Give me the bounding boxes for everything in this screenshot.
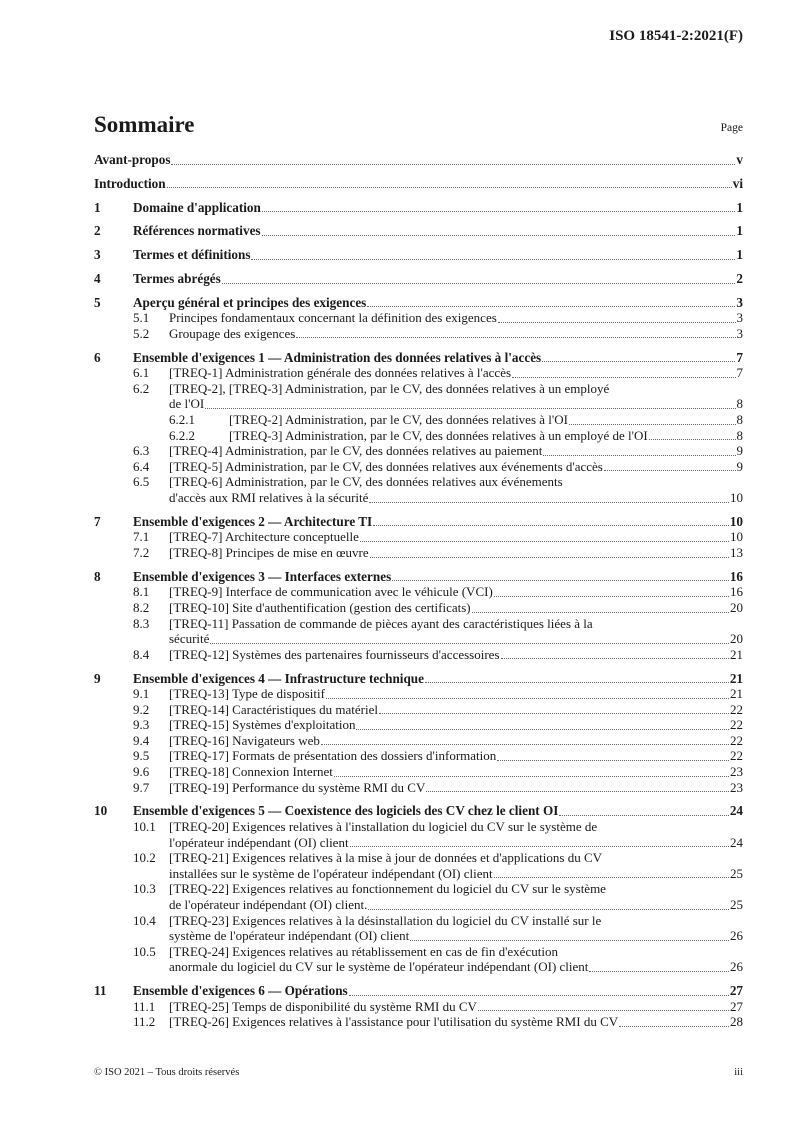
dot-leader [251, 258, 735, 260]
entry-number: 8.1 [133, 584, 150, 600]
entry-number: 6.3 [133, 443, 150, 459]
dot-leader [619, 1025, 729, 1027]
entry-title[interactable]: [TREQ-23] Exigences relatives à la désinstallation du logiciel du CV installé sur le [169, 912, 602, 928]
entry-title-continued[interactable]: d'accès aux RMI relatives à la sécurité [169, 490, 369, 505]
entry-number: 5.1 [133, 310, 150, 326]
entry-number: 7 [94, 513, 101, 529]
entry-number: 9.6 [133, 764, 150, 780]
toc-entry-continuation[interactable] [94, 897, 743, 913]
dot-leader [604, 469, 736, 471]
entry-page[interactable]: 20 [730, 599, 743, 615]
entry-title[interactable]: [TREQ-7] Architecture conceptuelle [169, 529, 359, 545]
entry-number: 9.5 [133, 748, 150, 764]
entry-number: 6 [94, 349, 101, 365]
toc-entry[interactable] [94, 545, 743, 561]
dot-leader [222, 282, 736, 284]
toc-entry[interactable] [94, 913, 743, 929]
entry-title[interactable]: [TREQ-2] Administration, par le CV, des données relatives à l'OI [229, 412, 568, 428]
entry-number: 8.3 [133, 615, 150, 631]
toc-entry[interactable] [94, 176, 743, 192]
toc-title: Sommaire [94, 112, 195, 137]
page-number: iii [734, 1067, 743, 1078]
entry-number: 10 [94, 803, 108, 819]
toc-entry[interactable] [94, 748, 743, 764]
dot-leader [326, 697, 729, 699]
entry-number: 8 [94, 568, 101, 584]
dot-leader [379, 712, 729, 714]
dot-leader [512, 376, 735, 378]
entry-title[interactable]: [TREQ-9] Interface de communication avec le véhicule (VCI) [169, 584, 493, 600]
toc-entry[interactable] [94, 764, 743, 780]
entry-title[interactable]: Domaine d'application [133, 199, 261, 215]
toc-entry[interactable] [94, 365, 743, 381]
entry-title[interactable]: [TREQ-25] Temps de disponibilité du système RMI du CV [169, 998, 477, 1014]
entry-title[interactable]: [TREQ-14] Caractéristiques du matériel [169, 701, 379, 717]
entry-page[interactable]: 28 [730, 1014, 743, 1030]
dot-leader [425, 681, 729, 683]
toc-entry-continuation[interactable] [94, 835, 743, 851]
entry-title[interactable]: [TREQ-6] Administration, par le CV, des données relatives aux événements [169, 474, 563, 490]
dot-leader [167, 186, 732, 188]
entry-number: 2 [94, 223, 101, 239]
entry-number: 11 [94, 983, 107, 999]
entry-page[interactable]: 8 [736, 427, 743, 443]
entry-number: 6.2 [133, 380, 150, 396]
dot-leader [501, 657, 730, 659]
entry-title[interactable]: [TREQ-17] Formats de présentation des dossiers d'information [169, 748, 497, 764]
toc-entry[interactable] [94, 514, 743, 530]
entry-page[interactable]: 23 [730, 779, 743, 795]
toc-entry[interactable] [94, 295, 743, 311]
dot-leader [171, 163, 735, 165]
dot-leader [494, 876, 729, 878]
toc-entry-continuation[interactable] [94, 866, 743, 882]
toc-entry[interactable] [94, 247, 743, 263]
entry-page[interactable]: 26 [730, 928, 743, 944]
document-id: ISO 18541-2:2021(F) [609, 28, 743, 44]
entry-page[interactable]: 21 [730, 646, 743, 662]
entry-title[interactable]: [TREQ-10] Site d'authentification (gestion des certificats) [169, 599, 471, 615]
entry-number: 9.4 [133, 732, 150, 748]
toc-entry[interactable] [94, 616, 743, 632]
entry-title[interactable]: [TREQ-4] Administration, par le CV, des données relatives au paiement [169, 443, 543, 459]
dot-leader [649, 438, 736, 440]
toc-entry[interactable] [94, 310, 743, 326]
dot-leader [205, 407, 735, 409]
entry-title-continued[interactable]: sécurité [169, 631, 210, 647]
toc-entry[interactable] [94, 647, 743, 663]
dot-leader [498, 321, 736, 323]
entry-title[interactable]: Groupage des exigences [169, 325, 296, 341]
entry-number: 6.1 [133, 365, 150, 381]
toc-entry[interactable] [94, 819, 743, 835]
entry-title[interactable]: Références normatives [133, 223, 261, 239]
toc-entry[interactable] [94, 443, 743, 459]
dot-leader [543, 454, 735, 456]
dot-leader [370, 556, 729, 558]
dot-leader [262, 210, 736, 212]
toc-entry[interactable] [94, 780, 743, 796]
dot-leader [210, 642, 729, 644]
toc-entry[interactable] [94, 733, 743, 749]
entry-title[interactable]: Ensemble d'exigences 2 — Architecture TI [133, 513, 373, 529]
entry-title[interactable]: [TREQ-18] Connexion Internet [169, 764, 333, 780]
entry-number: 11.2 [133, 1014, 156, 1030]
toc-entry[interactable] [94, 271, 743, 287]
entry-title[interactable]: [TREQ-13] Type de dispositif [169, 686, 325, 702]
entry-number: 5 [94, 294, 101, 310]
page-footer [94, 1067, 743, 1078]
entry-page[interactable]: 10 [729, 513, 743, 529]
toc-entry[interactable] [94, 671, 743, 687]
entry-page[interactable]: 22 [730, 701, 743, 717]
entry-number: 10.5 [133, 943, 156, 959]
entry-number: 4 [94, 270, 101, 286]
entry-page[interactable]: 23 [730, 764, 743, 780]
entry-page[interactable]: 22 [730, 732, 743, 748]
entry-number: 9.2 [133, 701, 150, 717]
entry-title[interactable]: Ensemble d'exigences 6 — Opérations [133, 983, 348, 999]
dot-leader [356, 728, 729, 730]
entry-number: 8.4 [133, 646, 150, 662]
dot-leader [494, 595, 729, 597]
entry-title-continued[interactable]: l'opérateur indépendant (OI) client [169, 834, 349, 850]
page-column-label: Page [720, 122, 743, 134]
entry-page[interactable]: 25 [730, 897, 743, 912]
dot-leader [410, 939, 729, 941]
entry-title[interactable]: [TREQ-19] Performance du système RMI du CV [169, 779, 426, 795]
toc-entry[interactable] [94, 999, 743, 1015]
toc-entry[interactable] [94, 1014, 743, 1030]
entry-title[interactable]: [TREQ-8] Principes de mise en œuvre [169, 544, 369, 560]
dot-leader [559, 814, 728, 816]
entry-title[interactable]: [TREQ-26] Exigences relatives à l'assistance pour l'utilisation du système RMI du CV [169, 1014, 619, 1030]
dot-leader [426, 790, 729, 792]
entry-number: 1 [94, 199, 101, 215]
entry-title[interactable]: Avant-propos [94, 152, 171, 167]
entry-number: 11.1 [133, 998, 156, 1014]
dot-leader [321, 743, 729, 745]
entry-number: 10.4 [133, 912, 156, 928]
entry-title[interactable]: Principes fondamentaux concernant la définition des exigences [169, 310, 497, 326]
entry-page[interactable]: 22 [730, 717, 743, 733]
entry-title[interactable]: [TREQ-5] Administration, par le CV, des données relatives aux événements d'accès [169, 458, 603, 474]
dot-leader [392, 579, 729, 581]
entry-title[interactable]: Ensemble d'exigences 4 — Infrastructure technique [133, 670, 424, 686]
entry-page[interactable]: 22 [730, 748, 743, 764]
entry-page[interactable]: 26 [730, 959, 743, 975]
entry-page[interactable]: 27 [730, 998, 743, 1014]
toc-entry-continuation[interactable] [94, 631, 743, 647]
dot-leader [367, 305, 735, 307]
entry-title-continued[interactable]: installées sur le système de l'opérateur indépendant (OI) client [169, 865, 493, 881]
entry-page[interactable]: 20 [730, 631, 743, 647]
toc-entry-continuation[interactable] [94, 396, 743, 412]
entry-title-continued[interactable]: système de l'opérateur indépendant (OI) client [169, 928, 410, 944]
entry-number: 5.2 [133, 325, 150, 341]
entry-number: 10.1 [133, 819, 156, 835]
toc-entry[interactable] [94, 983, 743, 999]
entry-title[interactable]: [TREQ-3] Administration, par le CV, des données relatives à un employé de l'OI [229, 427, 648, 443]
entry-number: 9.1 [133, 686, 150, 702]
dot-leader [542, 360, 735, 362]
toc-entry[interactable] [94, 702, 743, 718]
toc-entry[interactable] [94, 474, 743, 490]
entry-page[interactable]: 1 [736, 247, 743, 263]
toc-entry[interactable] [94, 717, 743, 733]
entry-page[interactable]: 1 [736, 199, 743, 215]
entry-number: 3 [94, 247, 101, 263]
entry-page[interactable]: 16 [730, 584, 743, 600]
entry-page[interactable]: 27 [729, 983, 743, 999]
dot-leader [334, 775, 729, 777]
entry-number: 9.3 [133, 717, 150, 733]
entry-page[interactable]: 1 [736, 223, 743, 239]
toc-entry[interactable] [94, 350, 743, 366]
entry-number: 6.4 [133, 458, 150, 474]
entry-page[interactable]: 25 [730, 865, 743, 881]
entry-title[interactable]: [TREQ-2], [TREQ-3] Administration, par le CV, des données relatives à un employé [169, 380, 610, 396]
copyright-notice: © ISO 2021 – Tous droits réservés [94, 1067, 240, 1078]
entry-title-continued[interactable]: de l'OI [169, 396, 205, 412]
toc-entry[interactable] [94, 584, 743, 600]
toc-entry-continuation[interactable] [94, 490, 743, 506]
entry-page[interactable]: 10 [730, 490, 743, 505]
entry-number: 6.2.2 [169, 427, 195, 443]
entry-page[interactable]: 21 [729, 670, 743, 686]
entry-number: 7.1 [133, 529, 150, 545]
entry-page[interactable]: 2 [736, 270, 743, 286]
entry-page[interactable]: 9 [736, 458, 743, 474]
entry-page[interactable]: 9 [736, 443, 743, 459]
toc-entry[interactable] [94, 944, 743, 960]
toc-entry[interactable] [94, 223, 743, 239]
dot-leader [349, 994, 729, 996]
toc-entry[interactable] [94, 459, 743, 475]
toc-entry[interactable] [94, 600, 743, 616]
entry-page[interactable]: 10 [730, 529, 743, 545]
entry-page[interactable]: 8 [736, 396, 743, 412]
entry-title[interactable]: Aperçu général et principes des exigences [133, 294, 367, 310]
toc-entry[interactable] [94, 381, 743, 397]
entry-title[interactable]: Ensemble d'exigences 3 — Interfaces externes [133, 568, 392, 584]
entry-title[interactable]: Ensemble d'exigences 1 — Administration des données relatives à l'accès [133, 349, 542, 365]
entry-page[interactable]: 21 [730, 686, 743, 702]
entry-title[interactable]: [TREQ-22] Exigences relatives au fonctionnement du logiciel du CV sur le système [169, 881, 606, 897]
toc-entry[interactable] [94, 326, 743, 342]
toc-entry[interactable] [94, 569, 743, 585]
entry-title[interactable]: Termes abrégés [133, 270, 221, 286]
toc-entry[interactable] [94, 850, 743, 866]
dot-leader [478, 1009, 729, 1011]
toc-entry[interactable] [94, 200, 743, 216]
entry-page[interactable]: 24 [730, 834, 743, 850]
entry-page[interactable]: 7 [736, 365, 743, 381]
dot-leader [296, 336, 735, 338]
entry-number: 9 [94, 670, 101, 686]
entry-title[interactable]: [TREQ-21] Exigences relatives à la mise à jour de données et d'applications du CV [169, 850, 603, 866]
entry-number: 7.2 [133, 544, 150, 560]
toc-entry[interactable] [94, 152, 743, 168]
entry-title[interactable]: Termes et définitions [133, 247, 251, 263]
dot-leader [360, 540, 729, 542]
entry-title[interactable]: [TREQ-24] Exigences relatives au rétablissement en cas de fin d'exécution [169, 943, 558, 959]
entry-number: 10.3 [133, 881, 156, 897]
entry-page[interactable]: 8 [736, 412, 743, 428]
entry-number: 8.2 [133, 599, 150, 615]
dot-leader [368, 908, 729, 910]
entry-page[interactable]: 7 [736, 349, 743, 365]
entry-number: 6.5 [133, 474, 150, 490]
entry-title[interactable]: [TREQ-11] Passation de commande de pièces ayant des caractéristiques liées à la [169, 615, 593, 631]
entry-title-continued[interactable]: de l'opérateur indépendant (OI) client. [169, 897, 368, 912]
entry-title[interactable]: Ensemble d'exigences 5 — Coexistence des logiciels des CV chez le client OI [133, 803, 559, 819]
entry-number: 10.2 [133, 850, 156, 866]
dot-leader [350, 845, 729, 847]
toc-entry-continuation[interactable] [94, 959, 743, 975]
dot-leader [369, 501, 729, 503]
entry-page[interactable]: 3 [736, 310, 743, 326]
entry-title[interactable]: [TREQ-12] Systèmes des partenaires fournisseurs d'accessoires [169, 646, 500, 662]
toc-entry[interactable] [94, 803, 743, 819]
dot-leader [497, 759, 729, 761]
toc-entry[interactable] [94, 412, 743, 428]
toc-entry[interactable] [94, 428, 743, 444]
toc-entry[interactable] [94, 686, 743, 702]
dot-leader [569, 423, 736, 425]
entry-title[interactable]: Introduction [94, 175, 166, 191]
toc-entry-continuation[interactable] [94, 928, 743, 944]
entry-page[interactable]: v [736, 152, 743, 167]
entry-page[interactable]: vi [732, 175, 743, 191]
toc-entry[interactable] [94, 881, 743, 897]
entry-title[interactable]: [TREQ-16] Navigateurs web [169, 732, 320, 748]
dot-leader [589, 970, 729, 972]
entry-page[interactable]: 3 [736, 294, 743, 310]
entry-page[interactable]: 24 [729, 803, 743, 819]
entry-title[interactable]: [TREQ-1] Administration générale des données relatives à l'accès [169, 365, 512, 381]
dot-leader [472, 611, 729, 613]
entry-title[interactable]: [TREQ-15] Systèmes d'exploitation [169, 717, 356, 733]
entry-page[interactable]: 3 [736, 325, 743, 341]
entry-page[interactable]: 13 [730, 544, 743, 560]
entry-number: 6.2.1 [169, 412, 195, 428]
entry-title[interactable]: [TREQ-20] Exigences relatives à l'installation du logiciel du CV sur le système de [169, 819, 598, 835]
entry-title-continued[interactable]: anormale du logiciel du CV sur le système de l'opérateur indépendant (OI) client [169, 959, 589, 975]
table-of-contents [94, 152, 743, 1030]
entry-number: 9.7 [133, 779, 150, 795]
toc-entry[interactable] [94, 529, 743, 545]
dot-leader [373, 524, 729, 526]
dot-leader [262, 234, 736, 236]
entry-page[interactable]: 16 [729, 568, 743, 584]
